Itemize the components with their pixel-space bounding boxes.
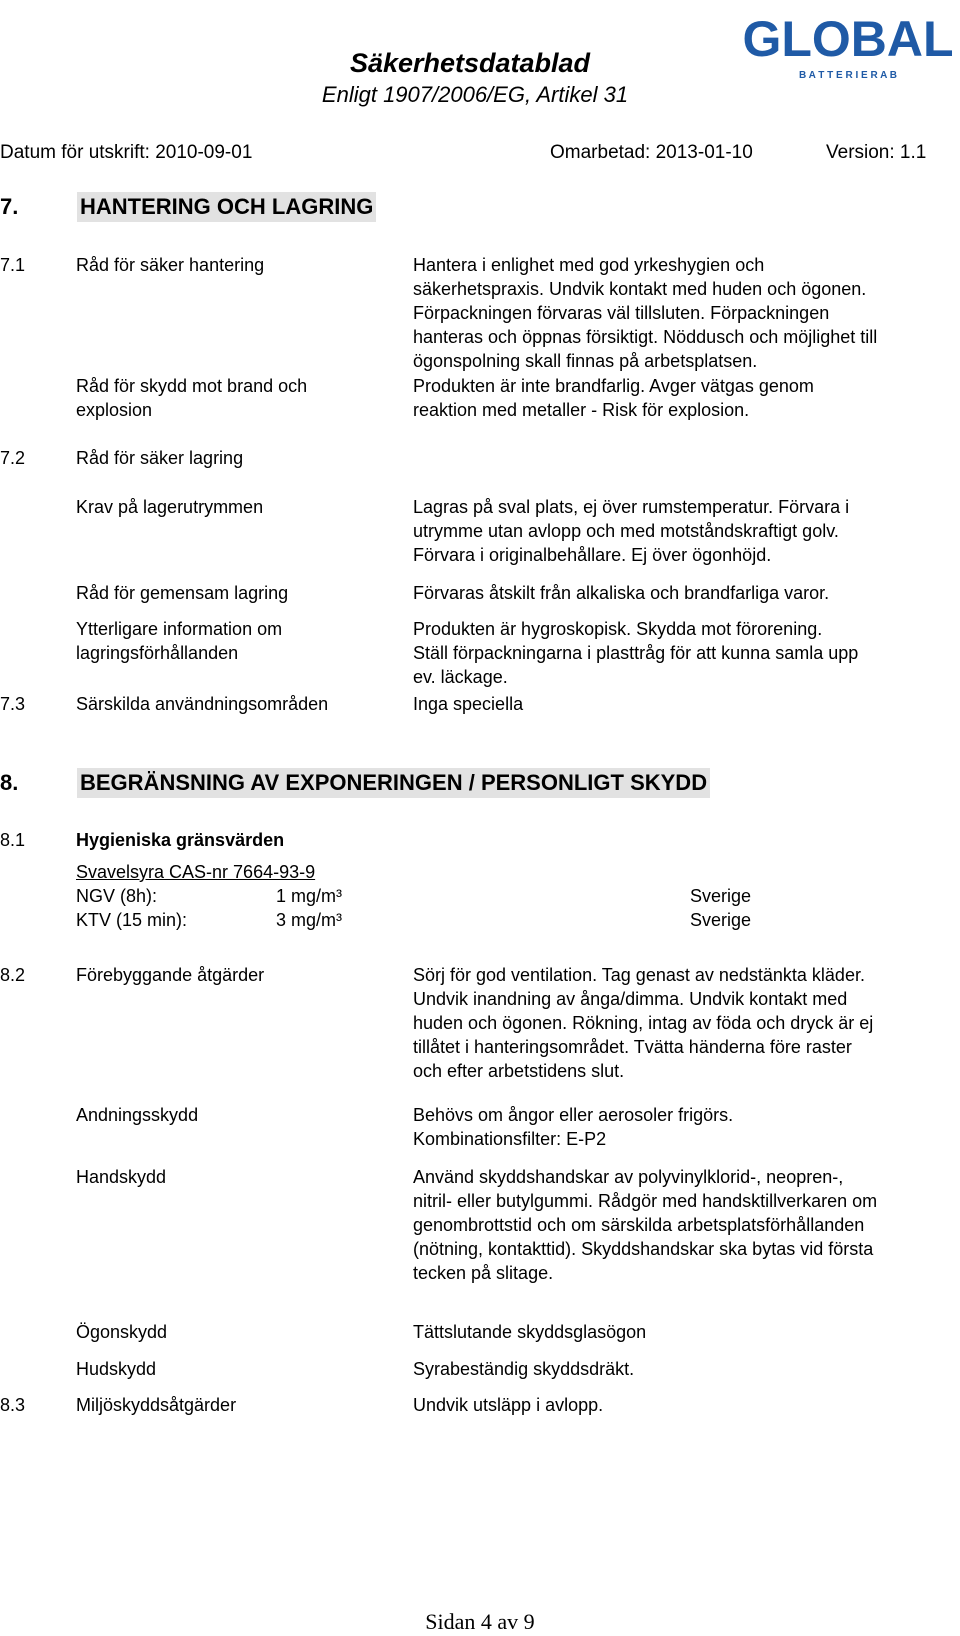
text-line: Förvara i originalbehållare. Ej över ögonhöjd.	[413, 545, 772, 565]
respiratory-protection-label: Andningsskydd	[76, 1105, 199, 1125]
text-line: säkerhetspraxis. Undvik kontakt med huden och ögonen.	[413, 279, 867, 299]
text-line: Produkten är hygroskopisk. Skydda mot förorening.	[413, 619, 823, 639]
label-line: explosion	[76, 400, 153, 420]
text-line: Undvik inandning av ånga/dimma. Undvik kontakt med	[413, 989, 848, 1009]
text-line: reaktion med metaller - Risk för explosion.	[413, 400, 750, 420]
text-line: tillåtet i hanteringsområdet. Tvätta händerna före raster	[413, 1037, 852, 1057]
more-info-text	[413, 617, 958, 689]
limit-type: NGV (8h):	[76, 886, 158, 906]
text-line: Kombinationsfilter: E-P2	[413, 1129, 607, 1149]
text-line: Sörj för god ventilation. Tag genast av nedstänkta kläder.	[413, 965, 865, 985]
page-number: Sidan 4 av 9	[425, 1609, 535, 1634]
respiratory-protection-text	[413, 1103, 958, 1151]
subsection-7-2-label: Råd för säker lagring	[76, 448, 244, 468]
more-info-label	[76, 617, 396, 665]
fire-protection-label	[76, 374, 396, 422]
limit-country: Sverige	[690, 886, 752, 906]
preventive-measures-text	[413, 963, 958, 1083]
subsection-7-2-number: 7.2	[0, 448, 26, 468]
limit-value: 1 mg/m³	[276, 886, 343, 906]
text-line: (nötning, kontakttid). Skyddshandskar ska bytas vid första	[413, 1239, 874, 1259]
text-line: nitril- eller butylgummi. Rådgör med handsktillverkaren om	[413, 1191, 878, 1211]
eye-protection-text: Tättslutande skyddsglasögon	[413, 1322, 647, 1342]
section-7-title: HANTERING OCH LAGRING	[77, 192, 376, 222]
limit-country: Sverige	[690, 910, 752, 930]
storage-requirements-label: Krav på lagerutrymmen	[76, 497, 264, 517]
revised-date: Omarbetad: 2013-01-10	[550, 142, 753, 163]
subsection-7-3-number: 7.3	[0, 694, 26, 714]
common-storage-label: Råd för gemensam lagring	[76, 583, 289, 603]
subsection-8-3-number: 8.3	[0, 1395, 26, 1415]
text-line: hanteras och öppnas försiktigt. Nöddusch och möjlighet till	[413, 327, 878, 347]
text-line: ögonspolning skall finnas på arbetsplatsen.	[413, 351, 758, 371]
text-line: Ställ förpackningarna i plasttråg för att kunna samla upp	[413, 643, 859, 663]
subsection-7-1-label: Råd för säker hantering	[76, 255, 265, 275]
handling-advice	[413, 253, 958, 373]
version: Version: 1.1	[826, 142, 927, 163]
subsection-8-3-text: Undvik utsläpp i avlopp.	[413, 1395, 604, 1415]
subsection-7-3-text: Inga speciella	[413, 694, 524, 714]
text-line: Förpackningen förvaras väl tillsluten. Förpackningen	[413, 303, 830, 323]
company-logo	[738, 6, 958, 84]
hand-protection-label: Handskydd	[76, 1167, 167, 1187]
subsection-7-1-number: 7.1	[0, 255, 26, 275]
text-line: Lagras på sval plats, ej över rumstemperatur. Förvara i	[413, 497, 850, 517]
section-7-number: 7.	[0, 194, 19, 219]
text-line: Hantera i enlighet med god yrkeshygien och	[413, 255, 765, 275]
document-subtitle: Enligt 1907/2006/EG, Artikel 31	[321, 82, 629, 107]
limit-value: 3 mg/m³	[276, 910, 343, 930]
subsection-7-3-label: Särskilda användningsområden	[76, 694, 329, 714]
skin-protection-text: Syrabeständig skyddsdräkt.	[413, 1359, 635, 1379]
limit-type: KTV (15 min):	[76, 910, 188, 930]
text-line: ev. läckage.	[413, 667, 508, 687]
document-title: Säkerhetsdatablad	[349, 48, 591, 78]
subsection-8-1-number: 8.1	[0, 830, 26, 850]
section-8-number: 8.	[0, 770, 19, 795]
svg-text:GLOBAL: GLOBAL	[742, 11, 954, 67]
svg-text:B A T T E R I E R A B: B A T T E R I E R A B	[799, 70, 897, 81]
common-storage-text: Förvaras åtskilt från alkaliska och brandfarliga varor.	[413, 583, 830, 603]
text-line: huden och ögonen. Rökning, intag av föda och dryck är ej	[413, 1013, 874, 1033]
text-line: tecken på slitage.	[413, 1263, 554, 1283]
text-line: genombrottstid och om särskilda arbetsplatsförhållanden	[413, 1215, 865, 1235]
skin-protection-label: Hudskydd	[76, 1359, 157, 1379]
section-8-title: BEGRÄNSNING AV EXPONERINGEN / PERSONLIGT SKYDD	[77, 768, 710, 798]
storage-requirements-text	[413, 495, 958, 567]
subsection-8-2-number: 8.2	[0, 965, 26, 985]
subsection-8-2-label: Förebyggande åtgärder	[76, 965, 265, 985]
subsection-8-3-label: Miljöskyddsåtgärder	[76, 1395, 237, 1415]
print-date: Datum för utskrift: 2010-09-01	[0, 142, 253, 163]
hand-protection-text	[413, 1165, 958, 1285]
text-line: Använd skyddshandskar av polyvinylklorid-, neopren-,	[413, 1167, 844, 1187]
text-line: Produkten är inte brandfarlig. Avger vätgas genom	[413, 376, 814, 396]
label-line: lagringsförhållanden	[76, 643, 239, 663]
eye-protection-label: Ögonskydd	[76, 1322, 168, 1342]
text-line: utrymme utan avlopp och med motståndskraftigt golv.	[413, 521, 839, 541]
fire-protection-text	[413, 374, 958, 422]
substance-name: Svavelsyra CAS-nr 7664-93-9	[76, 862, 316, 882]
text-line: Behövs om ångor eller aerosoler frigörs.	[413, 1105, 734, 1125]
label-line: Ytterligare information om	[76, 619, 283, 639]
subsection-8-1-label: Hygieniska gränsvärden	[76, 830, 285, 850]
label-line: Råd för skydd mot brand och	[76, 376, 308, 396]
text-line: och efter arbetstidens slut.	[413, 1061, 625, 1081]
